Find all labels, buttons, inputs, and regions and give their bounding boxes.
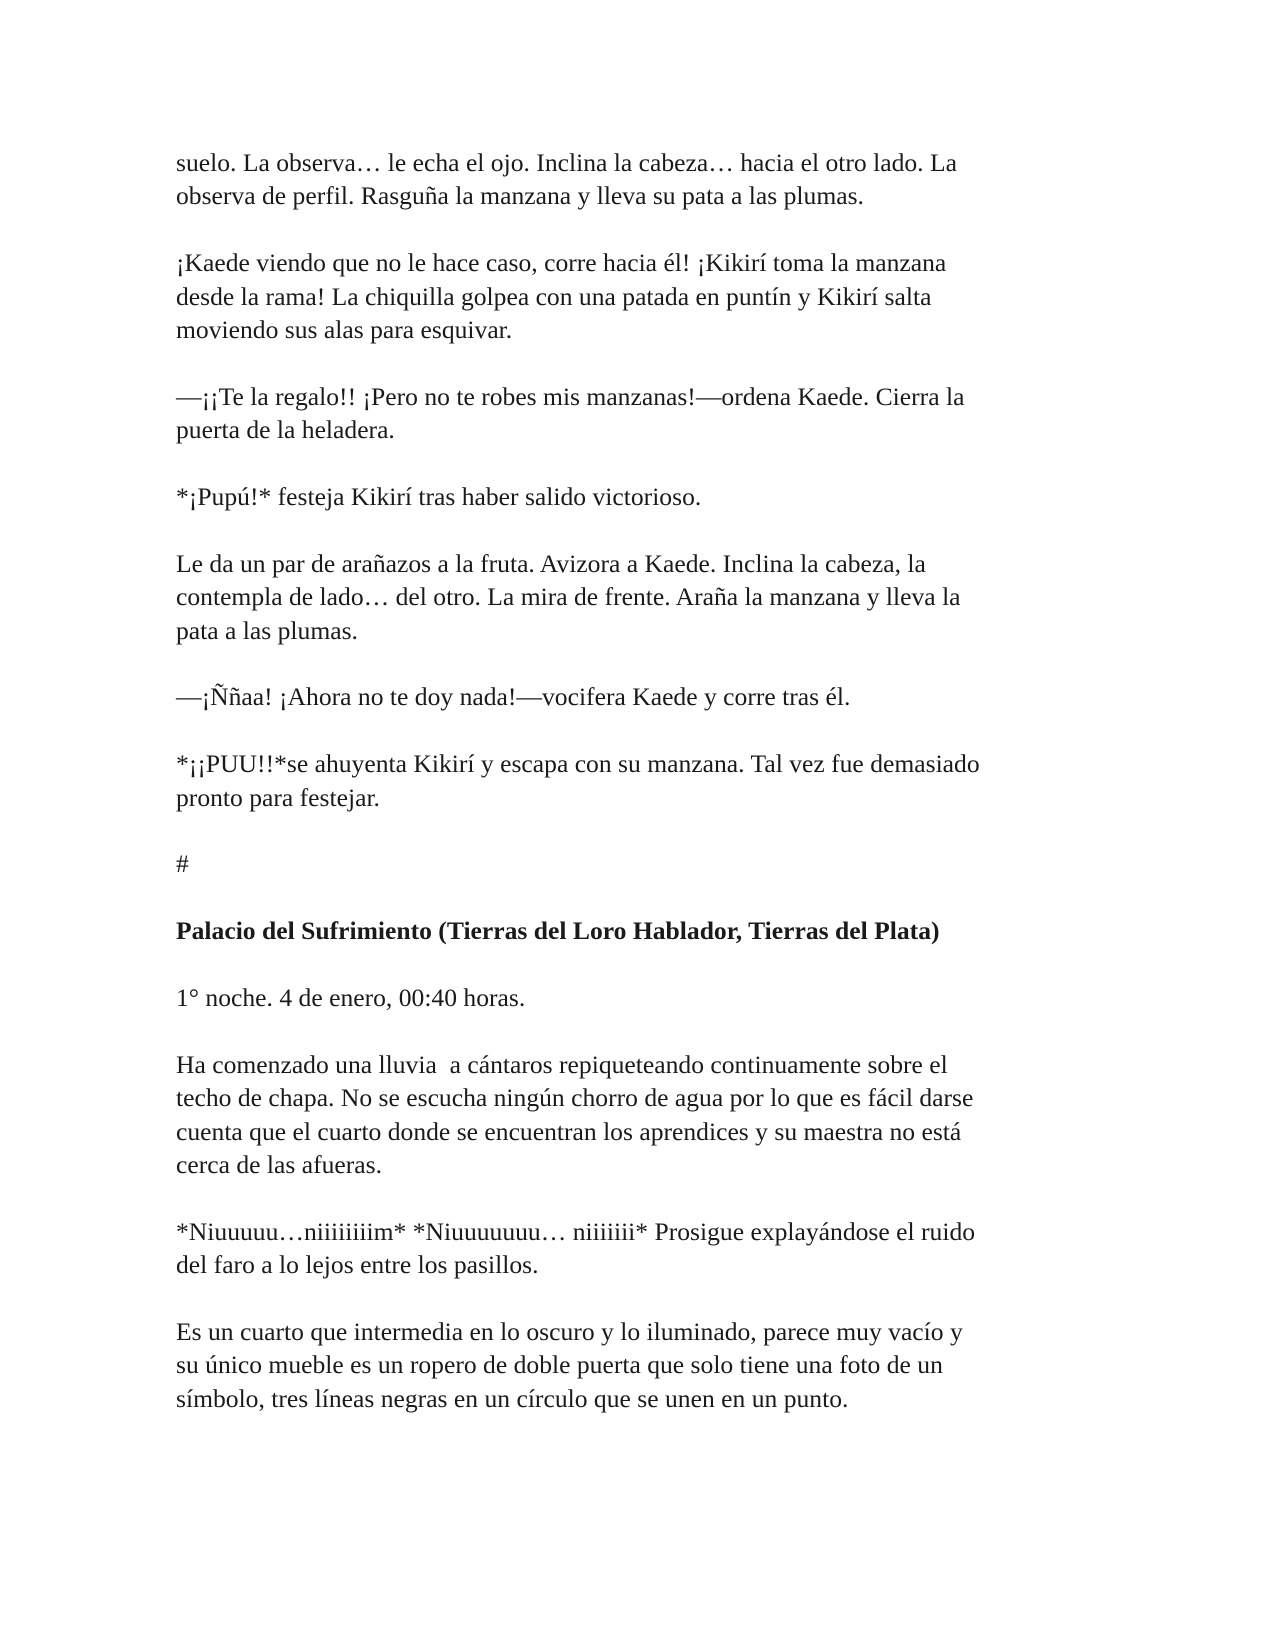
text-line: ¡Kaede viendo que no le hace caso, corre hacia él! ¡Kikirí toma la manzana: [176, 248, 947, 278]
text-line: pronto para festejar.: [176, 782, 380, 812]
text-line: símbolo, tres líneas negras en un círculo que se unen en un punto.: [176, 1383, 849, 1413]
paragraph: [176, 1048, 1111, 1182]
text-line: Le da un par de arañazos a la fruta. Avizora a Kaede. Inclina la cabeza, la: [176, 548, 926, 578]
paragraph: [176, 981, 1111, 1014]
paragraph: [176, 246, 1111, 346]
text-line: —¡Ññaa! ¡Ahora no te doy nada!—vocifera Kaede y corre tras él.: [176, 682, 851, 712]
text-line: techo de chapa. No se escucha ningún chorro de agua por lo que es fácil darse: [176, 1083, 974, 1113]
section-heading: [176, 914, 1111, 947]
text-line: *¡Pupú!* festeja Kikirí tras haber salido victorioso.: [176, 482, 702, 512]
text-line: —¡¡Te la regalo!! ¡Pero no te robes mis manzanas!—ordena Kaede. Cierra la: [176, 381, 965, 411]
paragraph: [176, 680, 1111, 713]
text-line: observa de perfil. Rasguña la manzana y lleva su pata a las plumas.: [176, 181, 864, 211]
text-line: 1° noche. 4 de enero, 00:40 horas.: [176, 983, 526, 1013]
text-line: contempla de lado… del otro. La mira de frente. Araña la manzana y lleva la: [176, 582, 961, 612]
text-line: #: [176, 849, 189, 879]
text-line: pata a las plumas.: [176, 615, 358, 645]
text-line: puerta de la heladera.: [176, 415, 395, 445]
document-page: [176, 146, 1111, 1449]
text-line: Palacio del Sufrimiento (Tierras del Loro Hablador, Tierras del Plata): [176, 916, 940, 946]
text-line: moviendo sus alas para esquivar.: [176, 315, 513, 345]
paragraph: [176, 547, 1111, 647]
text-line: cerca de las afueras.: [176, 1150, 383, 1180]
text-line: del faro a lo lejos entre los pasillos.: [176, 1250, 539, 1280]
paragraph: [176, 480, 1111, 513]
text-line: Es un cuarto que intermedia en lo oscuro y lo iluminado, parece muy vacío y: [176, 1317, 963, 1347]
paragraph: [176, 747, 1111, 814]
paragraph: [176, 380, 1111, 447]
text-line: *¡¡PUU!!*se ahuyenta Kikirí y escapa con su manzana. Tal vez fue demasiado: [176, 749, 980, 779]
document-text: [176, 146, 1111, 1415]
text-line: su único mueble es un ropero de doble puerta que solo tiene una foto de un: [176, 1350, 943, 1380]
text-line: Ha comenzado una lluvia a cántaros repiqueteando continuamente sobre el: [176, 1049, 948, 1079]
text-line: cuenta que el cuarto donde se encuentran los aprendices y su maestra no está: [176, 1116, 962, 1146]
paragraph: [176, 146, 1111, 213]
scene-separator: [176, 847, 1111, 880]
paragraph: [176, 1215, 1111, 1282]
text-line: suelo. La observa… le echa el ojo. Inclina la cabeza… hacia el otro lado. La: [176, 148, 957, 177]
text-line: *Niuuuuu…niiiiiiiim* *Niuuuuuuu… niiiiiii* Prosigue explayándose el ruido: [176, 1216, 976, 1246]
text-line: desde la rama! La chiquilla golpea con una patada en puntín y Kikirí salta: [176, 281, 932, 311]
paragraph: [176, 1315, 1111, 1415]
